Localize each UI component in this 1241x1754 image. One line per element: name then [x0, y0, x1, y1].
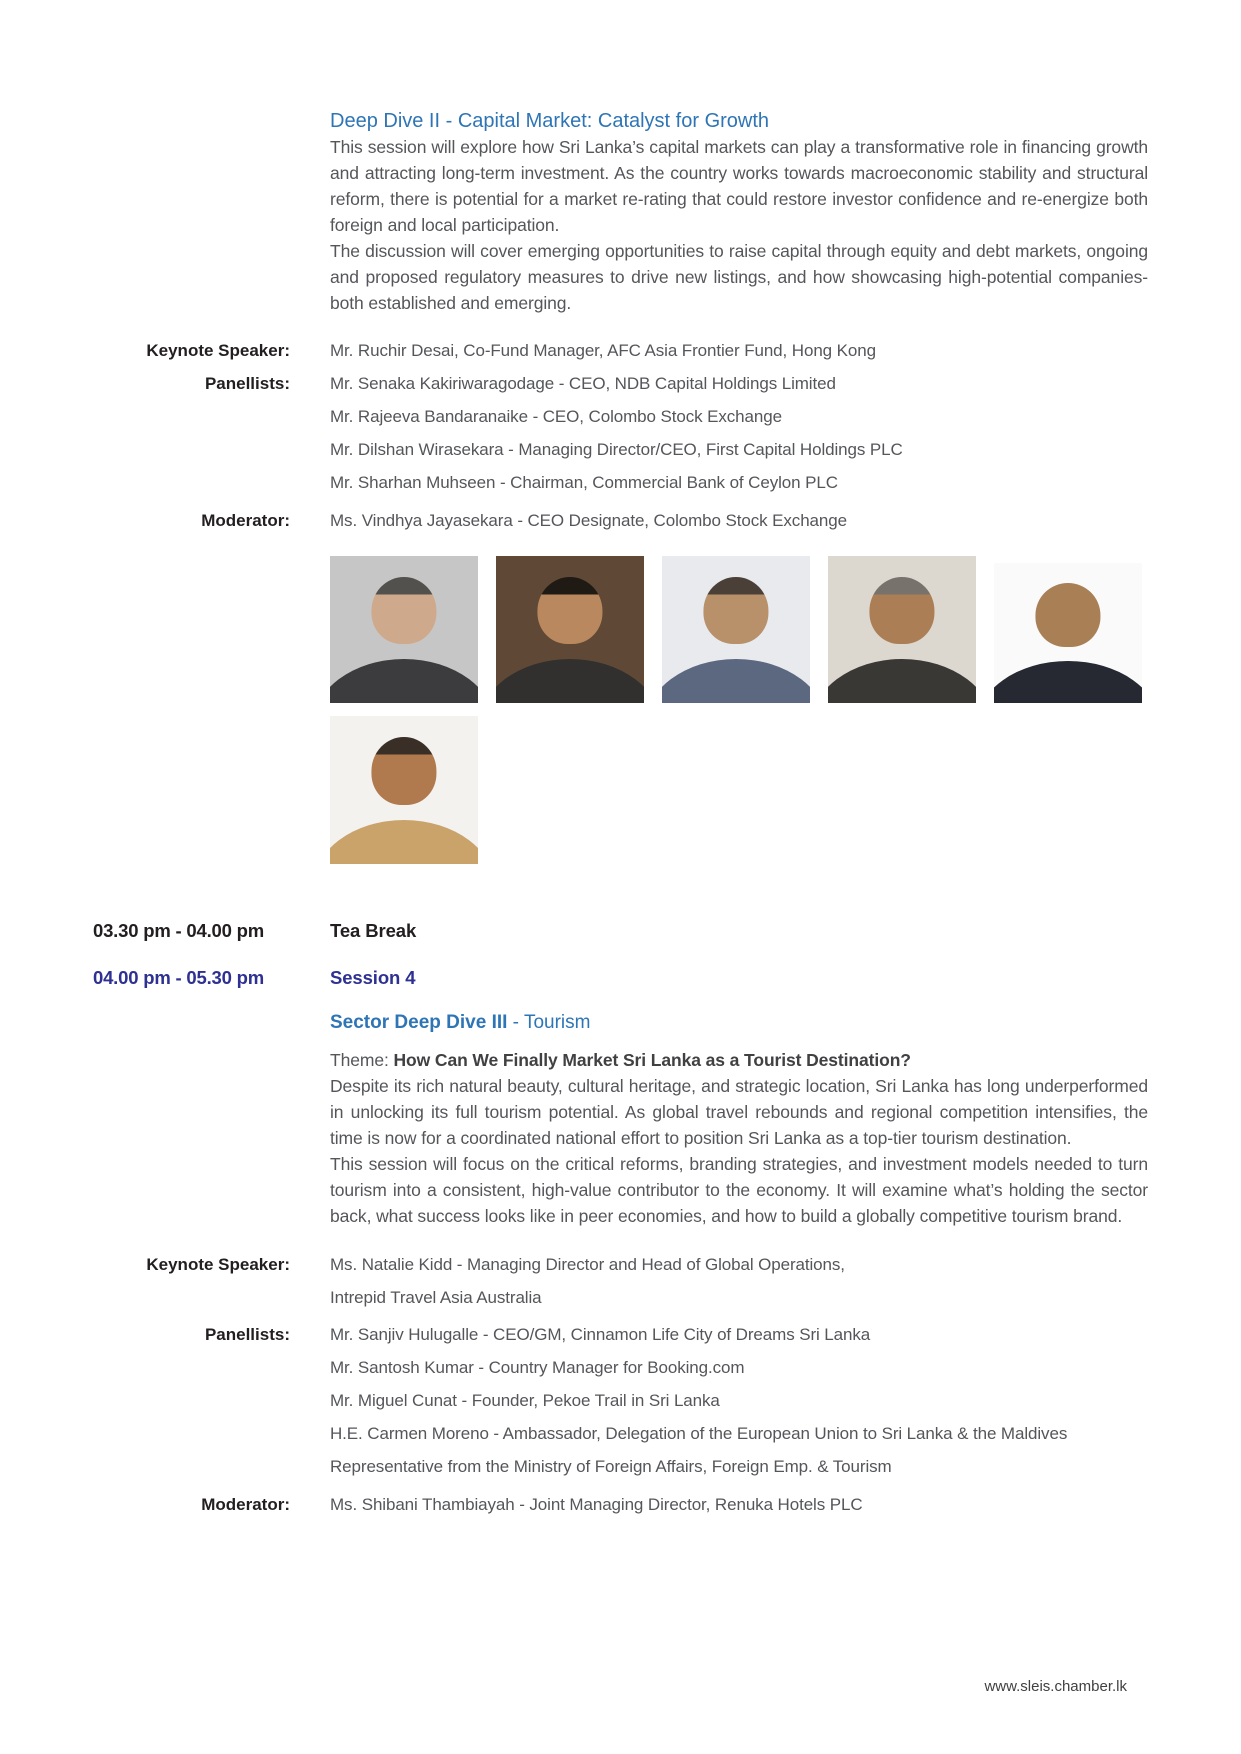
theme-line	[330, 1047, 1148, 1073]
speaker-row	[93, 1421, 1148, 1447]
headshot-photo	[496, 556, 644, 703]
moderator-label: Moderator:	[201, 1495, 290, 1514]
panellist-name: Representative from the Ministry of Foreign Affairs, Foreign Emp. & Tourism	[330, 1457, 892, 1476]
speaker-row	[93, 437, 1148, 463]
moderator-name: Ms. Shibani Thambiayah - Joint Managing Director, Renuka Hotels PLC	[330, 1495, 863, 1514]
speaker-row	[93, 1492, 1148, 1518]
panellists-label: Panellists:	[204, 1325, 290, 1344]
keynote-speaker-label: Keynote Speaker:	[146, 341, 290, 360]
keynote-speaker-name: Mr. Ruchir Desai, Co-Fund Manager, AFC Asia Frontier Fund, Hong Kong	[330, 341, 876, 360]
headshot-photo	[828, 556, 976, 703]
keynote-speaker-name: Ms. Natalie Kidd - Managing Director and Head of Global Operations,	[330, 1255, 845, 1274]
theme-label: Theme:	[330, 1050, 394, 1070]
headshot-photo	[330, 556, 478, 703]
speaker-row	[93, 1285, 1148, 1311]
moderator-label: Moderator:	[201, 511, 290, 530]
schedule-time: 04.00 pm - 05.30 pm	[93, 967, 265, 988]
panellist-name: Mr. Senaka Kakiriwaragodage - CEO, NDB Capital Holdings Limited	[330, 374, 836, 393]
schedule-title: Session 4	[330, 967, 416, 988]
keynote-speaker-org: Intrepid Travel Asia Australia	[330, 1288, 542, 1307]
headshot-photo	[330, 716, 478, 864]
speaker-row	[93, 371, 1148, 397]
panellist-name: Mr. Dilshan Wirasekara - Managing Director/CEO, First Capital Holdings PLC	[330, 440, 903, 459]
speaker-row	[93, 1454, 1148, 1480]
theme-title: How Can We Finally Market Sri Lanka as a Tourist Destination?	[393, 1050, 911, 1070]
keynote-speaker-label: Keynote Speaker:	[146, 1255, 290, 1274]
speaker-row	[93, 1355, 1148, 1381]
schedule-row	[93, 965, 1148, 991]
sector-heading-topic: - Tourism	[507, 1012, 591, 1033]
panellist-name: Mr. Sharhan Muhseen - Chairman, Commercial Bank of Ceylon PLC	[330, 473, 838, 492]
speaker-row	[93, 508, 1148, 534]
panellist-name: Mr. Miguel Cunat - Founder, Pekoe Trail in Sri Lanka	[330, 1391, 720, 1410]
panellist-name: Mr. Rajeeva Bandaranaike - CEO, Colombo Stock Exchange	[330, 407, 782, 426]
deep-dive-2-description-2: The discussion will cover emerging opportunities to raise capital through equity and debt markets, ongoing and proposed regulatory measures to drive new listings, and how showcasing high-potential companies-both established and emerging.	[330, 241, 1148, 313]
moderator-photo-row	[330, 716, 1148, 864]
sector-heading-bold: Sector Deep Dive III	[330, 1012, 508, 1033]
speaker-photo-row	[330, 556, 1148, 703]
panellist-name: H.E. Carmen Moreno - Ambassador, Delegation of the European Union to Sri Lanka & the Maldives	[330, 1424, 1068, 1443]
schedule-row	[93, 918, 1148, 944]
panellist-name: Mr. Santosh Kumar - Country Manager for Booking.com	[330, 1358, 745, 1377]
schedule-time: 03.30 pm - 04.00 pm	[93, 920, 265, 941]
speaker-row	[93, 338, 1148, 364]
deep-dive-2-description-1: This session will explore how Sri Lanka’s capital markets can play a transformative role in financing growth and attracting long-term investment. As the country works towards macroeconomic stability and structural reform, there is potential for a market re-rating that could restore investor confidence and re-energize both foreign and local participation.	[330, 137, 1148, 235]
panellists-label: Panellists:	[204, 374, 290, 393]
speaker-row	[93, 404, 1148, 430]
speaker-row	[93, 470, 1148, 496]
headshot-photo	[994, 563, 1142, 703]
speaker-row	[93, 1252, 1148, 1278]
sector-deep-dive-3-heading	[330, 1010, 1148, 1036]
panellist-name: Mr. Sanjiv Hulugalle - CEO/GM, Cinnamon Life City of Dreams Sri Lanka	[330, 1325, 871, 1344]
speaker-row	[93, 1388, 1148, 1414]
speaker-row	[93, 1322, 1148, 1348]
headshot-photo	[662, 556, 810, 703]
footer-url: www.sleis.chamber.lk	[984, 1678, 1127, 1695]
schedule-title: Tea Break	[330, 920, 417, 941]
deep-dive-2-title: Deep Dive II - Capital Market: Catalyst for Growth	[330, 110, 770, 132]
session-4-description-1: Despite its rich natural beauty, cultural heritage, and strategic location, Sri Lanka has long underperformed in unlocking its full tourism potential. As global travel rebounds and regional competition intensifies, the time is now for a coordinated national effort to position Sri Lanka as a top-tier tourism destination.	[330, 1076, 1148, 1148]
moderator-name: Ms. Vindhya Jayasekara - CEO Designate, Colombo Stock Exchange	[330, 511, 847, 530]
session-4-description-2: This session will focus on the critical reforms, branding strategies, and investment models needed to turn tourism into a consistent, high-value contributor to the economy. It will examine what’s holding the sector back, what success looks like in peer economies, and how to build a globally competitive tourism brand.	[330, 1154, 1148, 1226]
